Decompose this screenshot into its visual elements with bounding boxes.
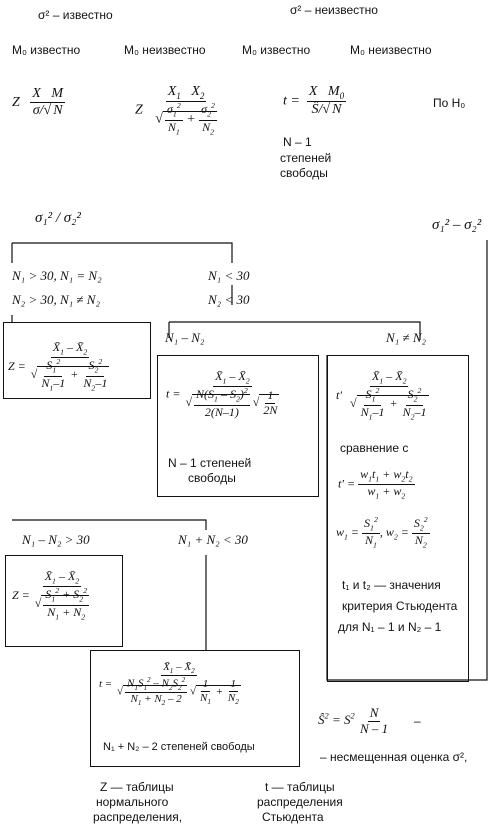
df-freedom-label: свободы [280, 166, 328, 180]
m0-unknown-label-1: M₀ неизвестно [124, 43, 206, 57]
m0-known-label-2: M₀ известно [242, 43, 311, 57]
t-table-note-2: распределения [257, 795, 343, 809]
formula-t1: t = $\frac{X M_0}{Ŝ/√ N}$ [283, 84, 345, 118]
formula-t5: t = $X̄_1$ – $X̄_2$ √ $\frac{N_1S_1^2 - N_2S_2^2}{N_1 + N_2 - 2}$ √ $\frac{1}{N_1}$ + $\frac{1}{N_2}$ [99, 661, 239, 708]
n-equal-label: N₁ – N₂ [165, 330, 205, 345]
sum-small-label: N₁ + N₂ < 30 [178, 532, 248, 547]
unbiased-note: – несмещенная оценка σ², [320, 750, 468, 764]
t-equal-box [157, 355, 319, 497]
t-table-note-1: t — таблицы [265, 780, 335, 794]
df-degrees-label: степеней [280, 151, 332, 165]
by-h0-label: По H₀ [433, 96, 466, 110]
variance-equal-label: σ₁² – σ₂² [432, 217, 482, 233]
formula-z4: Z = $X̄_1$ – $X̄_2$ √ $\frac{S_1^2 + S_2^2}{N_1 + N_2}$ [12, 569, 88, 622]
formula-z1: Z $\frac{\text{X M}}{\sigma/√ N}$ [12, 86, 64, 119]
formula-s-hat: $Ŝ^2 = S^2$ $\frac{N}{N - 1}$ [318, 705, 389, 736]
compare-label: сравнение с [340, 441, 409, 455]
z-large-box [3, 322, 151, 399]
df-n1-note: N – 1 степеней [168, 456, 252, 470]
z-sum-box [5, 555, 123, 647]
z-table-note-2: нормального [96, 795, 169, 809]
z-table-note-3: распределения, [93, 810, 183, 824]
cond-large-1: N₁ > 30, N₁ = N₂ [12, 268, 102, 283]
m0-unknown-label-2: M₀ неизвестно [350, 43, 432, 57]
t-pooled-box [90, 650, 300, 767]
sigma-unknown-label: σ² – неизвестно [290, 3, 378, 17]
formula-t2: t = $X̄_1$ – $X̄_2$ √ $\frac{N(S_1 - S_2)^2}{2(N-1)}$ √ $\frac{1}{2N}$ [166, 369, 278, 419]
n-unequal-label: N₁ ≠ N₂ [386, 330, 427, 345]
cond-large-2: N₂ > 30, N₁ ≠ N₂ [12, 292, 100, 307]
cond-small-1: N₁ < 30 [208, 268, 250, 283]
sum-large-label: N₁ – N₂ > 30 [22, 532, 90, 547]
m0-known-label-1: M₀ известно [12, 43, 81, 57]
formula-w: $w_1$ = $\frac{S_1^2}{N_1}$ , $w_2$ = $\frac{S_2^2}{N_2}$ [336, 515, 428, 550]
formula-z2: Z $X_1$ $X_2$ √ $\frac{\sigma_1^2}{N_1}$ + $\frac{\sigma_2^2}{N_2}$ [135, 84, 215, 136]
z-table-note-1: Z — таблицы [100, 780, 174, 794]
formula-t3: t′ $X̄_1$ – $X̄_2$ √ $\frac{S_1^2}{N_1-1}$ + $\frac{S_2^2}{N_2-1}$ [336, 369, 427, 422]
t-table-note-3: Стьюдента [262, 810, 324, 824]
t-prime-box [327, 355, 469, 682]
crit-note-3: для N₁ – 1 и N₂ – 1 [338, 620, 442, 634]
df-sum-note: N₁ + N₂ – 2 степеней свободы [103, 741, 255, 753]
unbiased-dash: – [414, 714, 421, 728]
cond-small-2: N₂ < 30 [208, 292, 250, 307]
sigma-known-label: σ² – известно [38, 8, 113, 22]
variance-ratio-label: σ₁² / σ₂² [35, 210, 81, 226]
crit-note-1: t₁ и t₂ — значения [342, 578, 441, 592]
formula-z3: Z = $X̄_1$ – $X̄_2$ √ $\frac{S_1^2}{N_1-1}$ + $\frac{S_2^2}{N_2-1}$ [8, 340, 108, 393]
df-n1-label: N – 1 [283, 135, 312, 149]
formula-t4: t′ = $\frac{w_1t_1 + w_2t_2}{w_1 + w_2}$ [338, 467, 413, 501]
crit-note-2: критерия Стьюдента [342, 599, 458, 613]
df-n1-note-b: свободы [188, 471, 236, 485]
